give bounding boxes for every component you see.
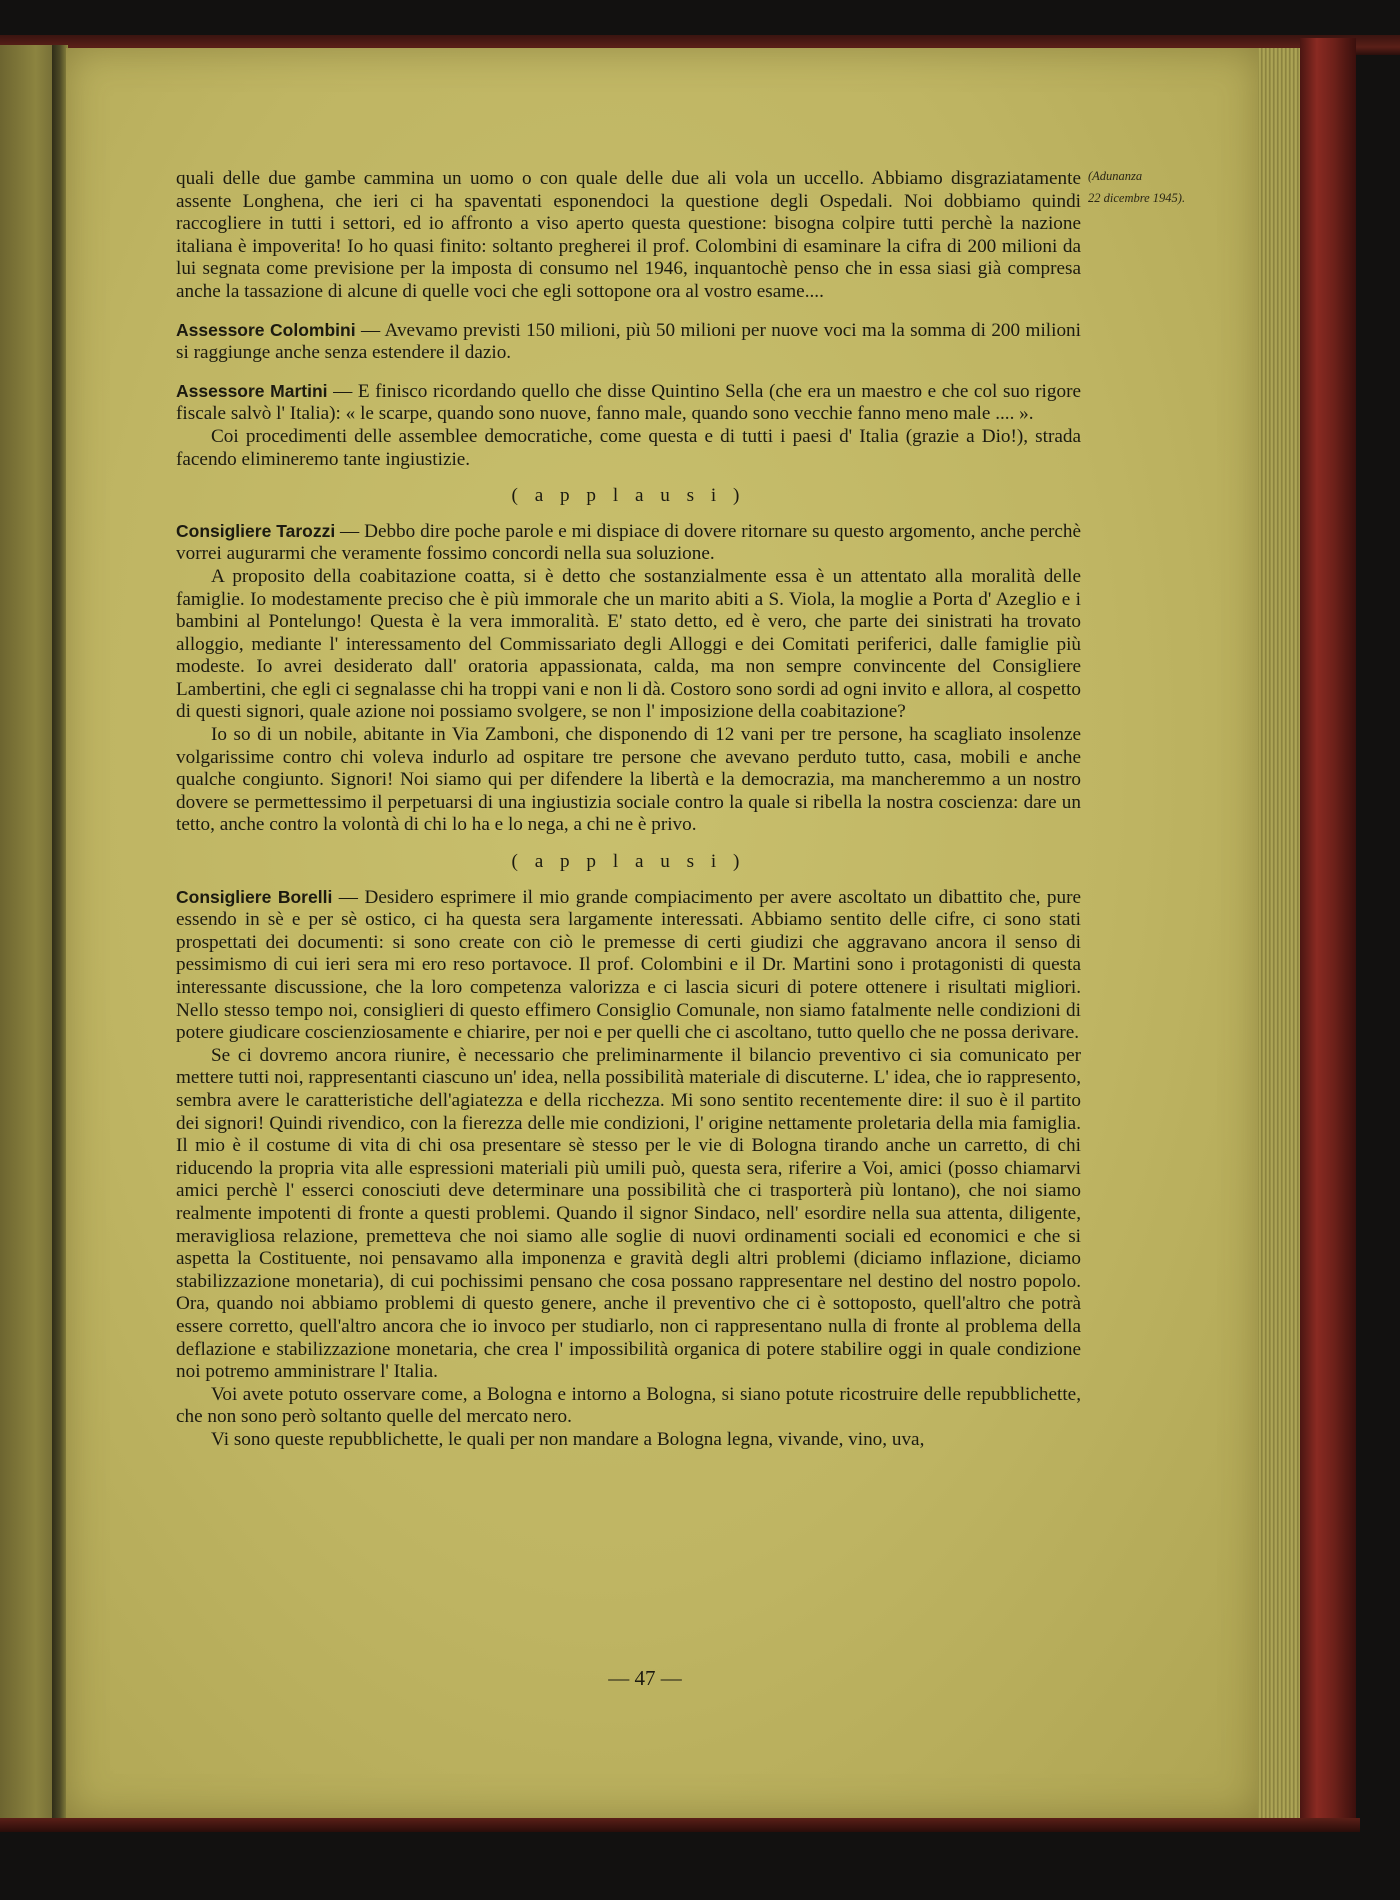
paragraph: [176, 566, 1081, 724]
speaker-name: Assessore Colombini: [176, 319, 356, 340]
paragraph: [176, 1045, 1081, 1384]
paragraph-text: — E finisco ricordando quello che disse Quintino Sella (che era un maestro e che col suo rigore fiscale salvò l' Italia): « le scarpe, quando sono nuove, fanno male, quando sono vecchie fanno meno male .... ».: [176, 380, 1081, 425]
speaker-paragraph: [176, 380, 1081, 426]
applause-note: ( a p p l a u s i ): [511, 851, 746, 873]
book-binding: [1300, 38, 1356, 1828]
paragraph: [176, 426, 1081, 471]
page-stack-edges: [1258, 48, 1300, 1818]
paragraph-text: Voi avete potuto osservare come, a Bologna e intorno a Bologna, si siano potute ricostruire delle repubblichette, che non sono però soltanto quelle del mercato nero.: [176, 1383, 1081, 1428]
speaker-paragraph: [176, 886, 1081, 1045]
margin-note-line: (Adunanza: [1088, 169, 1143, 183]
speaker-paragraph: [176, 520, 1081, 566]
paragraph: [176, 724, 1081, 837]
speaker-name: Assessore Martini: [176, 380, 328, 401]
paragraph: [176, 1384, 1081, 1429]
page-text: [176, 168, 1081, 1451]
speaker-paragraph: [176, 319, 1081, 365]
paragraph-text: A proposito della coabitazione coatta, si è detto che sostanzialmente essa è un attentato alla moralità delle famiglie. Io modestamente preciso che è più immorale che un marito abiti a S. Viola, la moglie a Porta d' Azeglio e i bambini al Pontelungo! Questa è la vera immoralità. E' stato detto, ed è vero, che parte dei sinistrati ha trovato alloggio, mediante l' interessamento del Commissariato degli Alloggi e dei Comitati periferici, dalle famiglie più modeste. Io avrei desiderato dall' oratoria appassionata, calda, ma non sempre convincente del Consigliere Lambertini, che egli ci segnalasse chi ha troppi vani e non li dà. Costoro sono sordi ad ogni invito e allora, al cospetto di questi signori, quale azione noi possiamo svolgere, se non l' imposizione della coabitazione?: [176, 565, 1081, 723]
paragraph: [176, 1429, 1081, 1452]
paragraph-text: Se ci dovremo ancora riunire, è necessario che preliminarmente il bilancio preventivo ci sia comunicato per mettere tutti noi, rappresentanti ciascuno un' idea, nella possibilità materiale di discuterne. L' idea, che io rappresento, sembra avere le caratteristiche dell'agiatezza e della ricchezza. Mi sono sentito recentemente dire: il suo è il partito dei signori! Quindi rivendico, con la fierezza delle mie condizioni, l' origine nettamente proletaria della mia famiglia. Il mio è il costume di vita di chi osa presentare sè stesso per le vie di Bologna tirando anche un carretto, di chi riducendo la propria vita alle espressioni materiali più umili può, questa sera, riferire a Voi, amici (posso chiamarvi amici perchè l' esserci conosciuti deve determinare una possibilità che ci trasporterà più lontano), che noi siamo realmente impotenti di fronte a questi problemi. Quando il signor Sindaco, nell' esordire nella sua attenta, diligente, meravigliosa relazione, premetteva che noi siamo alle soglie di nuovi ordinamenti sociali ed economici e che si aspetta la Costituente, noi pensavamo alla imponenza e gravità degli altri problemi (diciamo inflazione, diciamo stabilizzazione monetaria), di cui pochissimi pensano che cosa possano rappresentare nel destino del nostro popolo. Ora, quando noi abbiamo problemi di questo genere, anche il preventivo che ci è sottoposto, quell'altro che potrà essere corretto, quell'altro ancora che io invoco per studiarlo, non ci rappresentano nulla di fronte al problema della deflazione e stabilizzazione monetaria, che crea l' impossibilità organica di potere stabilire oggi in quale condizione noi potremo amministrare l' Italia.: [176, 1044, 1081, 1383]
speaker-name: Consigliere Borelli: [176, 886, 333, 907]
paragraph: [176, 168, 1081, 304]
margin-note-line: 22 dicembre 1945).: [1088, 191, 1186, 205]
speaker-name: Consigliere Tarozzi: [176, 520, 336, 541]
margin-note: [1088, 165, 1206, 209]
paragraph-text: — Debbo dire poche parole e mi dispiace di dovere ritornare su questo argomento, anche perchè vorrei augurarmi che veramente fossimo concordi nella sua soluzione.: [176, 520, 1081, 565]
paragraph-text: Coi procedimenti delle assemblee democratiche, come questa e di tutti i paesi d' Italia (grazie a Dio!), strada facendo elimineremo tante ingiustizie.: [176, 425, 1081, 470]
applause-note: ( a p p l a u s i ): [511, 485, 746, 507]
paragraph-text: Io so di un nobile, abitante in Via Zamboni, che disponendo di 12 vani per tre persone, ha scagliato insolenze volgarissime contro chi voleva indurlo ad ospitare tre persone che avevano perduto tutto, casa, mobili e anche qualche congiunto. Signori! Noi siamo qui per difendere la libertà e la democrazia, ma mancheremmo a un nostro dovere se permettessimo il perpetuarsi di una ingiustizia sociale contro la quale si ribella la nostra coscienza: dare un tetto, anche contro la volontà di chi lo ha e lo nega, a chi ne è privo.: [176, 724, 1081, 836]
paragraph-text: Vi sono queste repubblichette, le quali per non mandare a Bologna legna, vivande, vino, uva,: [211, 1428, 925, 1450]
paragraph-text: quali delle due gambe cammina un uomo o con quale delle due ali vola un uccello. Abbiamo disgraziatamente assente Longhena, che ieri ci ha spaventati esponendoci la questione degli Ospedali. Noi dobbiamo quindi raccogliere in tutti i settori, ed io affronto a viso aperto questa questione: bisogna colpire tutti perchè la nazione italiana è impoverita! Io ho quasi finito: soltanto pregherei il prof. Colombini di esaminare la cifra di 200 milioni da lui segnata come previsione per la imposta di consumo nel 1946, inquantochè penso che in essa siasi già compresa anche la tassazione di alcune di quelle voci che egli sottopone ora al vostro esame....: [176, 168, 1081, 302]
book-bottom-edge: [0, 1818, 1360, 1832]
paragraph-text: — Avevamo previsti 150 milioni, più 50 milioni per nuove voci ma la somma di 200 milioni si raggiunge anche senza estendere il dazio.: [176, 319, 1081, 364]
paragraph-text: — Desidero esprimere il mio grande compiacimento per avere ascoltato un dibattito che, pure essendo in sè e per sè ostico, ci ha questa sera largamente interessati. Abbiamo sentito delle cifre, ci sono stati prospettati dei documenti: si sono create con ciò le premesse di certi giudizi che aggravano ancora il senso di pessimismo di cui ieri sera mi ero reso portavoce. Il prof. Colombini e il Dr. Martini sono i protagonisti di questa interessante discussione, che la loro competenza valorizza e ci lascia sicuri di potere ottenere i risultati migliori. Nello stesso tempo noi, consiglieri di questo effimero Consiglio Comunale, non siamo fatalmente nelle condizioni di potere giudicare coscienziosamente e chiarire, per noi e per quelli che ci ascoltano, tutto quello che ne possa derivare.: [176, 886, 1081, 1044]
page-number: — 47 —: [608, 1666, 682, 1690]
